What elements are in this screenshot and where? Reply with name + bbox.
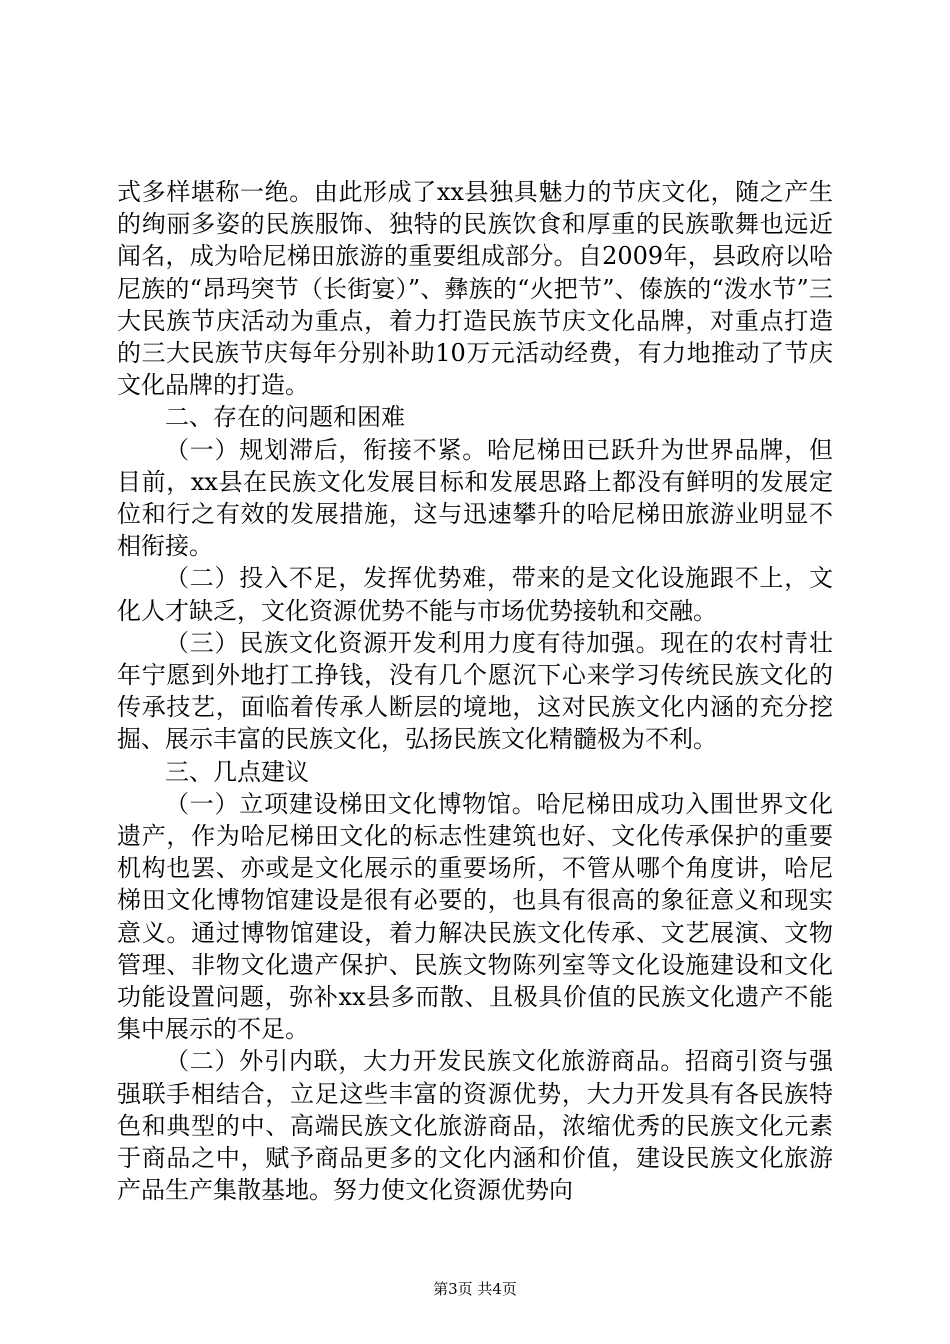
paragraph-festival-culture: 式多样堪称一绝。由此形成了xx县独具魅力的节庆文化，随之产生的绚丽多姿的民族服饰、独特的民族饮食和厚重的民族歌舞也远近闻名，成为哈尼梯田旅游的重要组成部分。自2009年，县政府以哈尼族的“昂玛突节（长街宴）”、彝族的“火把节”、傣族的“泼水节”三大民族节庆活动为重点，着力打造民族节庆文化品牌，对重点打造的三大民族节庆每年分别补助10万元活动经费，有力地推动了节庆文化品牌的打造。 [117,178,833,400]
paragraph-problem-1: （一）规划滞后，衔接不紧。哈尼梯田已跃升为世界品牌，但目前，xx县在民族文化发展目标和发展思路上都没有鲜明的发展定位和行之有效的发展措施，这与迅速攀升的哈尼梯田旅游业明显不相衔接。 [117,435,833,561]
section-heading-suggestions: 三、几点建议 [165,757,309,786]
document-body [117,176,833,1207]
page-footer: 第3页 共4页 [433,1280,517,1298]
section-heading-problems: 二、存在的问题和困难 [165,403,405,432]
paragraph-problem-3: （三）民族文化资源开发利用力度有待加强。现在的农村青壮年宁愿到外地打工挣钱，没有几个愿沉下心来学习传统民族文化的传承技艺，面临着传承人断层的境地，这对民族文化内涵的充分挖掘、展示丰富的民族文化，弘扬民族文化精髓极为不利。 [117,628,833,754]
paragraph-problem-2: （二）投入不足，发挥优势难，带来的是文化设施跟不上，文化人才缺乏，文化资源优势不能与市场优势接轨和交融。 [117,564,833,625]
paragraph-suggestion-2: （二）外引内联，大力开发民族文化旅游商品。招商引资与强强联手相结合，立足这些丰富的资源优势，大力开发具有各民族特色和典型的中、高端民族文化旅游商品，浓缩优秀的民族文化元素于商品之中，赋予商品更多的文化内涵和价值，建设民族文化旅游产品生产集散基地。努力使文化资源优势向 [117,1047,833,1205]
paragraph-suggestion-1: （一）立项建设梯田文化博物馆。哈尼梯田成功入围世界文化遗产，作为哈尼梯田文化的标志性建筑也好、文化传承保护的重要机构也罢、亦或是文化展示的重要场所，不管从哪个角度讲，哈尼梯田文化博物馆建设是很有必要的，也具有很高的象征意义和现实意义。通过博物馆建设，着力解决民族文化传承、文艺展演、文物管理、非物文化遗产保护、民族文物陈列室等文化设施建设和文化功能设置问题，弥补xx县多而散、且极具价值的民族文化遗产不能集中展示的不足。 [117,789,833,1044]
